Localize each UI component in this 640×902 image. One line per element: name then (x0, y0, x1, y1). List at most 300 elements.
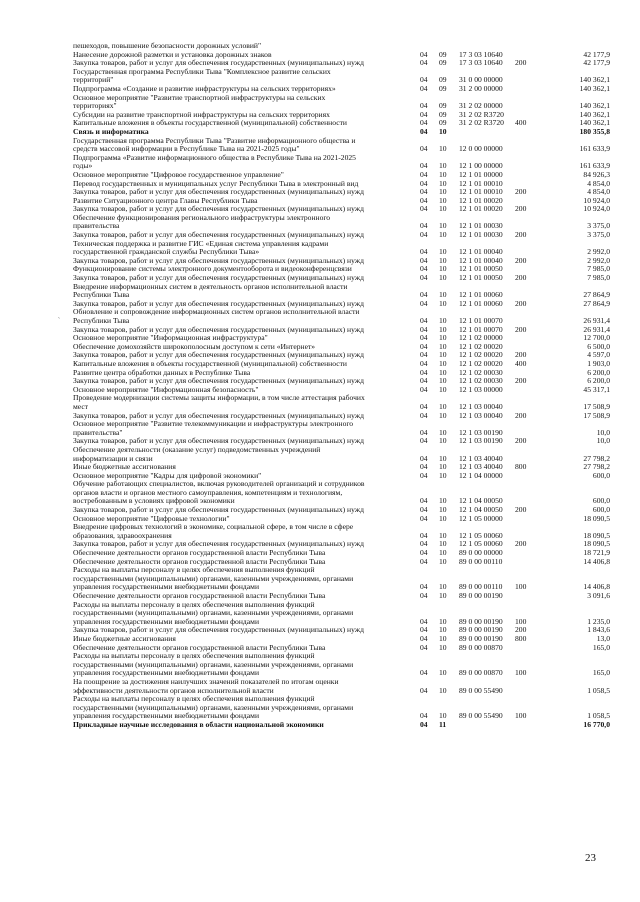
row-name: государственной гражданской службы Республики Тыва» (73, 247, 260, 257)
subsection-code: 10 (439, 401, 447, 411)
subsection-code: 11 (439, 719, 447, 729)
amount: 165,0 (592, 642, 610, 652)
subsection-code: 10 (439, 582, 447, 592)
expense-type: 200 (515, 230, 527, 240)
section-code: 04 (420, 341, 428, 351)
section-code: 04 (420, 376, 428, 386)
table-row (73, 308, 610, 317)
section-code (420, 601, 439, 610)
expense-type (515, 721, 545, 730)
section-code: 04 (420, 548, 428, 558)
row-name: Основное мероприятие "Кадры для цифровой экономики" (73, 470, 262, 480)
amount (545, 480, 610, 489)
row-name: управления государственными внебюджетными фондами (73, 711, 260, 721)
row-name: Обеспечение функционирования регионального инфраструктуры электронного (73, 212, 331, 222)
subsection-code: 10 (439, 711, 447, 721)
amount: 27 798,2 (583, 453, 610, 463)
subsection-code: 10 (439, 539, 447, 549)
row-name: Внедрение информационных систем в деятельность органов исполнительной власти (73, 281, 348, 291)
amount: 1 058,5 (587, 711, 610, 721)
row-name: Нанесение дорожной разметки и установка дорожных знаков (73, 49, 272, 59)
section-code: 04 (420, 161, 428, 171)
section-code: 04 (420, 58, 428, 68)
amount: 140 362,1 (579, 118, 610, 128)
section-code: 04 (420, 367, 428, 377)
section-code: 04 (420, 625, 428, 635)
section-code: 04 (420, 255, 428, 265)
target-code: 12 1 00 00000 (459, 161, 503, 171)
table-row (73, 154, 610, 163)
target-code: 31 2 02 R3720 (459, 109, 504, 119)
target-code (459, 601, 515, 610)
table-row (73, 94, 610, 103)
row-name: Закупка товаров, работ и услуг для обеспечения государственных (муниципальных) нужд (73, 625, 364, 635)
expense-type: 200 (515, 505, 527, 515)
row-name: Капитальные вложения в объекты государственной (муниципальной) собственности (73, 358, 347, 368)
subsection-code: 10 (439, 376, 447, 386)
target-code: 12 1 01 00050 (459, 264, 503, 274)
expense-type (515, 678, 545, 687)
row-name: Развитие Ситуационного центра Главы Республики Тыва (73, 195, 258, 205)
row-name: Субсидии на развитие транспортной инфраструктуры на сельских территориях (73, 109, 330, 119)
subsection-code (439, 695, 459, 704)
amount: 600,0 (592, 505, 610, 515)
section-code: 04 (420, 316, 428, 325)
row-name: Перевод государственных и муниципальных услуг Республики Тыва в электронный вид (73, 178, 359, 188)
target-code: 12 1 04 00000 (459, 470, 503, 480)
scan-mark: ` (58, 318, 60, 324)
expense-type (515, 386, 545, 395)
row-name: Основное мероприятие "Цифровое государственное управление" (73, 169, 284, 179)
expense-type (515, 145, 545, 154)
amount: 18 090,5 (583, 539, 610, 549)
section-code: 04 (420, 556, 428, 566)
row-name: Закупка товаров, работ и услуг для обеспечения государственных (муниципальных) нужд (73, 255, 364, 265)
subsection-code: 10 (439, 161, 447, 171)
expense-type: 200 (515, 204, 527, 214)
row-name: Обеспечение домохозяйств широкополосным доступом к сети «Интернет» (73, 341, 316, 351)
amount: 140 362,1 (579, 83, 610, 93)
target-code: 89 0 00 55490 (459, 685, 503, 695)
section-code: 04 (420, 333, 428, 343)
row-name: Капитальные вложения в объекты государственной (муниципальной) собственности (73, 118, 347, 128)
section-code: 04 (420, 582, 428, 592)
subsection-code: 10 (439, 264, 447, 274)
row-name: Основное мероприятие "Развитие телекоммуникации и инфраструктуры электронного (73, 419, 354, 429)
section-code: 04 (420, 83, 428, 93)
expense-type (515, 652, 545, 661)
subsection-code (439, 566, 459, 575)
subsection-code: 10 (439, 187, 447, 197)
amount: 10,0 (596, 427, 610, 437)
section-code: 04 (420, 169, 428, 179)
subsection-code: 10 (439, 333, 447, 343)
amount: 4 597,0 (587, 350, 610, 360)
expense-type: 200 (515, 376, 527, 386)
target-code: 12 1 03 00040 (459, 401, 503, 411)
amount: 26 931,4 (583, 324, 610, 334)
section-code: 04 (420, 530, 428, 540)
amount: 42 177,9 (583, 49, 610, 59)
section-code: 04 (420, 290, 428, 300)
amount (545, 601, 610, 610)
table-row (73, 119, 610, 128)
amount: 3 375,0 (587, 221, 610, 231)
expense-type (515, 420, 545, 429)
expense-type (515, 695, 545, 704)
expense-type (515, 549, 545, 558)
target-code: 12 1 01 00060 (459, 290, 503, 300)
expense-type (515, 137, 545, 146)
row-name: Обеспечение деятельности органов государственной власти Республики Тыва (73, 556, 326, 566)
row-name: Основное мероприятие "Информационная безопасность" (73, 384, 259, 394)
row-name: Иные бюджетные ассигнования (73, 633, 176, 643)
row-name: мест (73, 401, 89, 411)
expense-type: 200 (515, 539, 527, 549)
row-name: Обеспечение деятельности органов государственной власти Республики Тыва (73, 642, 326, 652)
expense-type (515, 85, 545, 94)
target-code: 31 2 00 00000 (459, 83, 503, 93)
amount: 7 985,0 (587, 273, 610, 283)
section-code: 04 (420, 118, 428, 128)
target-code: 12 1 01 00020 (459, 195, 503, 205)
amount: 42 177,9 (583, 58, 610, 68)
amount: 165,0 (592, 668, 610, 678)
section-code: 04 (420, 642, 428, 652)
section-code: 04 (420, 401, 428, 411)
budget-table (73, 42, 610, 730)
row-name: Закупка товаров, работ и услуг для обеспечения государственных (муниципальных) нужд (73, 204, 364, 214)
row-name: Обучение работающих специалистов, включая руководителей организаций и сотрудников (73, 479, 365, 489)
target-code: 12 1 01 00060 (459, 298, 503, 308)
target-code: 12 1 02 00030 (459, 376, 503, 386)
target-code: 12 1 02 00030 (459, 367, 503, 377)
expense-type: 100 (515, 582, 527, 592)
target-code: 89 0 00 00110 (459, 556, 503, 566)
expense-type: 200 (515, 410, 527, 420)
subsection-code: 09 (439, 49, 447, 59)
subsection-code: 10 (439, 169, 447, 179)
section-code: 04 (420, 298, 428, 308)
row-name: Проведение модернизации системы защиты информации, в том числе аттестация рабочих (73, 393, 365, 403)
row-name: территориях" (73, 101, 117, 111)
section-code (420, 480, 439, 489)
target-code: 12 1 04 00050 (459, 496, 503, 506)
row-name: Закупка товаров, работ и услуг для обеспечения государственных (муниципальных) нужд (73, 436, 364, 446)
table-row (73, 68, 610, 77)
amount: 10,0 (596, 436, 610, 446)
subsection-code: 10 (439, 204, 447, 214)
section-code: 04 (420, 616, 428, 626)
target-code (459, 695, 515, 704)
subsection-code: 10 (439, 273, 447, 283)
row-name: Закупка товаров, работ и услуг для обеспечения государственных (муниципальных) нужд (73, 58, 364, 68)
target-code: 89 0 00 00190 (459, 625, 503, 635)
row-name: Закупка товаров, работ и услуг для обеспечения государственных (муниципальных) нужд (73, 324, 364, 334)
amount: 1 903,0 (587, 358, 610, 368)
subsection-code: 10 (439, 556, 447, 566)
amount: 14 406,8 (583, 582, 610, 592)
subsection-code: 10 (439, 350, 447, 360)
section-code: 04 (420, 144, 428, 154)
section-code: 04 (420, 633, 428, 643)
row-name: Основное мероприятие "Развитие транспортной инфраструктуры на сельских (73, 92, 326, 102)
amount (545, 652, 610, 661)
section-code: 04 (420, 178, 428, 188)
amount: 4 854,0 (587, 187, 610, 197)
row-name: Обеспечение деятельности (оказание услуг) подведомственных учреждений (73, 444, 321, 454)
target-code: 12 1 01 00030 (459, 230, 503, 240)
expense-type: 200 (515, 255, 527, 265)
amount: 161 633,9 (579, 161, 610, 171)
target-code (459, 652, 515, 661)
expense-type: 400 (515, 358, 527, 368)
row-name: Подпрограмма «Развитие информационного общества в Республике Тыва на 2021-2025 (73, 152, 356, 162)
row-name: пешеходов, повышение безопасности дорожных условий" (73, 41, 262, 50)
target-code: 12 1 04 00050 (459, 505, 503, 515)
section-code: 04 (420, 436, 428, 446)
subsection-code: 09 (439, 58, 447, 68)
row-name: Обновление и сопровождение информационных систем органов исполнительной власти (73, 307, 360, 317)
expense-type: 200 (515, 625, 527, 635)
row-name: Основное мероприятие "Информационная инфраструктура" (73, 333, 268, 343)
amount (545, 695, 610, 704)
amount: 13,0 (596, 633, 610, 643)
expense-type: 800 (515, 633, 527, 643)
section-code: 04 (420, 230, 428, 240)
amount: 7 985,0 (587, 264, 610, 274)
target-code: 12 1 05 00060 (459, 539, 503, 549)
subsection-code: 10 (439, 453, 447, 463)
row-name: Республики Тыва (73, 316, 130, 325)
target-code: 12 1 01 00040 (459, 247, 503, 257)
row-name: Связь и информатика (73, 126, 149, 136)
expense-type (515, 128, 545, 137)
amount: 600,0 (592, 470, 610, 480)
table-row (73, 283, 610, 292)
target-code (459, 480, 515, 489)
expense-type (515, 687, 545, 696)
target-code: 12 1 01 00070 (459, 316, 503, 325)
target-code: 17 3 03 10640 (459, 58, 503, 68)
amount: 17 508,9 (583, 410, 610, 420)
amount: 10 924,0 (583, 195, 610, 205)
section-code (420, 652, 439, 661)
section-code: 04 (420, 470, 428, 480)
target-code: 12 1 01 00020 (459, 204, 503, 214)
row-name: Основное мероприятие "Цифровые технологии" (73, 513, 230, 523)
expense-type (515, 334, 545, 343)
expense-type (515, 214, 545, 223)
amount (545, 566, 610, 575)
row-name: Функционирование системы электронного документооборота и видеоконференцсвязи (73, 264, 352, 274)
subsection-code: 09 (439, 101, 447, 111)
subsection-code: 09 (439, 118, 447, 128)
row-name: Закупка товаров, работ и услуг для обеспечения государственных (муниципальных) нужд (73, 273, 364, 283)
target-code: 17 3 03 10640 (459, 49, 503, 59)
subsection-code: 10 (439, 548, 447, 558)
amount: 6 500,0 (587, 341, 610, 351)
table-row (73, 394, 610, 403)
row-name: Расходы на выплаты персоналу в целях обеспечения выполнения функций (73, 599, 315, 609)
amount: 140 362,1 (579, 109, 610, 119)
section-code: 04 (420, 358, 428, 368)
subsection-code: 10 (439, 247, 447, 257)
expense-type (515, 446, 545, 455)
expense-type: 800 (515, 462, 527, 472)
subsection-code: 10 (439, 290, 447, 300)
subsection-code: 10 (439, 367, 447, 377)
row-name: Республики Тыва (73, 290, 130, 300)
target-code: 89 0 00 00190 (459, 591, 503, 600)
target-code: 12 1 03 00000 (459, 384, 503, 394)
target-code (459, 721, 515, 730)
amount: 18 090,5 (583, 513, 610, 523)
row-name: Закупка товаров, работ и услуг для обеспечения государственных (муниципальных) нужд (73, 350, 364, 360)
row-name: востребованным в условиях цифровой экономики (73, 496, 235, 506)
row-name: Закупка товаров, работ и услуг для обеспечения государственных (муниципальных) нужд (73, 298, 364, 308)
amount: 2 992,0 (587, 247, 610, 257)
subsection-code: 10 (439, 625, 447, 635)
section-code: 04 (420, 505, 428, 515)
table-row (73, 721, 610, 730)
target-code: 89 0 00 00110 (459, 582, 503, 592)
expense-type: 100 (515, 711, 527, 721)
section-code: 04 (420, 109, 428, 119)
expense-type (515, 394, 545, 403)
subsection-code: 10 (439, 341, 447, 351)
expense-type (515, 592, 545, 601)
section-code: 04 (420, 591, 428, 600)
row-name: государственными (муниципальными) органами, казенными учреждениями, органами (73, 608, 354, 618)
row-name: эффективности деятельности органов исполнительной власти (73, 685, 274, 695)
row-name: Закупка товаров, работ и услуг для обеспечения государственных (муниципальных) нужд (73, 539, 364, 549)
row-name: Закупка товаров, работ и услуг для обеспечения государственных (муниципальных) нужд (73, 376, 364, 386)
section-code: 04 (420, 101, 428, 111)
expense-type (515, 472, 545, 481)
expense-type: 200 (515, 273, 527, 283)
subsection-code (439, 601, 459, 610)
subsection-code: 10 (439, 462, 447, 472)
section-code: 04 (420, 496, 428, 506)
row-name: информатизации и связи (73, 453, 153, 463)
subsection-code: 10 (439, 410, 447, 420)
expense-type: 200 (515, 436, 527, 446)
target-code: 31 2 02 00000 (459, 101, 503, 111)
subsection-code (439, 652, 459, 661)
subsection-code: 10 (439, 685, 447, 695)
table-row (73, 420, 610, 429)
row-name: Иные бюджетные ассигнования (73, 462, 176, 472)
section-code: 04 (420, 247, 428, 257)
subsection-code: 10 (439, 436, 447, 446)
subsection-code: 10 (439, 591, 447, 600)
expense-type (515, 76, 545, 85)
amount: 600,0 (592, 496, 610, 506)
amount: 1 843,6 (587, 625, 610, 635)
section-code: 04 (420, 685, 428, 695)
expense-type: 200 (515, 58, 527, 68)
subsection-code: 10 (439, 144, 447, 154)
section-code: 04 (420, 75, 428, 85)
expense-type (515, 558, 545, 567)
amount: 180 355,8 (579, 126, 610, 136)
expense-type (515, 162, 545, 171)
row-name: Государственная программа Республики Тыва "Комплексное развитие сельских (73, 66, 331, 76)
subsection-code: 10 (439, 513, 447, 523)
row-name: Обеспечение деятельности органов государственной власти Республики Тыва (73, 548, 326, 558)
target-code: 12 1 02 00020 (459, 350, 503, 360)
subsection-code: 10 (439, 505, 447, 515)
amount: 27 798,2 (583, 462, 610, 472)
row-name: Закупка товаров, работ и услуг для обеспечения государственных (муниципальных) нужд (73, 187, 364, 197)
target-code: 12 1 02 00020 (459, 341, 503, 351)
section-code: 04 (420, 187, 428, 197)
row-name: Закупка товаров, работ и услуг для обеспечения государственных (муниципальных) нужд (73, 410, 364, 420)
row-name: Расходы на выплаты персоналу в целях обеспечения выполнения функций (73, 565, 315, 575)
row-name: Государственная программа Республики Тыва "Развитие информационного общества и (73, 135, 356, 145)
subsection-code: 10 (439, 324, 447, 334)
row-name: Расходы на выплаты персоналу в целях обеспечения выполнения функций (73, 651, 315, 661)
subsection-code: 10 (439, 298, 447, 308)
row-name: Закупка товаров, работ и услуг для обеспечения государственных (муниципальных) нужд (73, 505, 364, 515)
subsection-code: 10 (439, 530, 447, 540)
target-code: 12 1 01 00010 (459, 178, 503, 188)
section-code: 04 (420, 384, 428, 394)
section-code: 04 (420, 221, 428, 231)
expense-type (515, 515, 545, 524)
subsection-code: 09 (439, 109, 447, 119)
section-code: 04 (420, 453, 428, 463)
target-code: 89 0 00 55490 (459, 711, 503, 721)
expense-type: 100 (515, 616, 527, 626)
target-code: 89 0 00 00190 (459, 616, 503, 626)
row-name: На поощрение за достижения наилучших значений показателей по итогам оценки (73, 676, 339, 686)
target-code: 12 1 01 00050 (459, 273, 503, 283)
table-row (73, 214, 610, 223)
section-code: 04 (420, 126, 428, 136)
amount: 45 317,1 (583, 384, 610, 394)
subsection-code: 10 (439, 230, 447, 240)
subsection-code: 10 (439, 633, 447, 643)
amount: 12 700,0 (583, 333, 610, 343)
amount: 18 090,5 (583, 530, 610, 540)
row-name: государственными (муниципальными) органами, казенными учреждениями, органами (73, 573, 354, 583)
subsection-code: 09 (439, 75, 447, 85)
amount: 1 058,5 (587, 685, 610, 695)
target-code: 12 1 01 00040 (459, 255, 503, 265)
target-code: 31 2 02 R3720 (459, 118, 504, 128)
row-name: образования, здравоохранения (73, 530, 172, 540)
row-name: органов власти и органов местного самоуправления, компетенциям и технологиям, (73, 487, 343, 497)
row-name: Закупка товаров, работ и услуг для обеспечения государственных (муниципальных) нужд (73, 230, 364, 240)
row-name: Обеспечение деятельности органов государственной власти Республики Тыва (73, 591, 326, 600)
row-name: Развитие центра обработки данных в Республике Тыва (73, 367, 251, 377)
row-name: средств массовой информации в Республике Тыва на 2021-2025 годы" (73, 144, 300, 154)
target-code (459, 128, 515, 137)
expense-type (515, 240, 545, 249)
subsection-code: 10 (439, 178, 447, 188)
row-name: управления государственными внебюджетными фондами (73, 582, 260, 592)
expense-type (515, 171, 545, 180)
subsection-code: 10 (439, 427, 447, 437)
expense-type (515, 601, 545, 610)
section-code: 04 (420, 539, 428, 549)
amount: 27 864,9 (583, 298, 610, 308)
page-number: 23 (585, 852, 596, 864)
target-code: 12 1 05 00060 (459, 530, 503, 540)
section-code: 04 (420, 410, 428, 420)
